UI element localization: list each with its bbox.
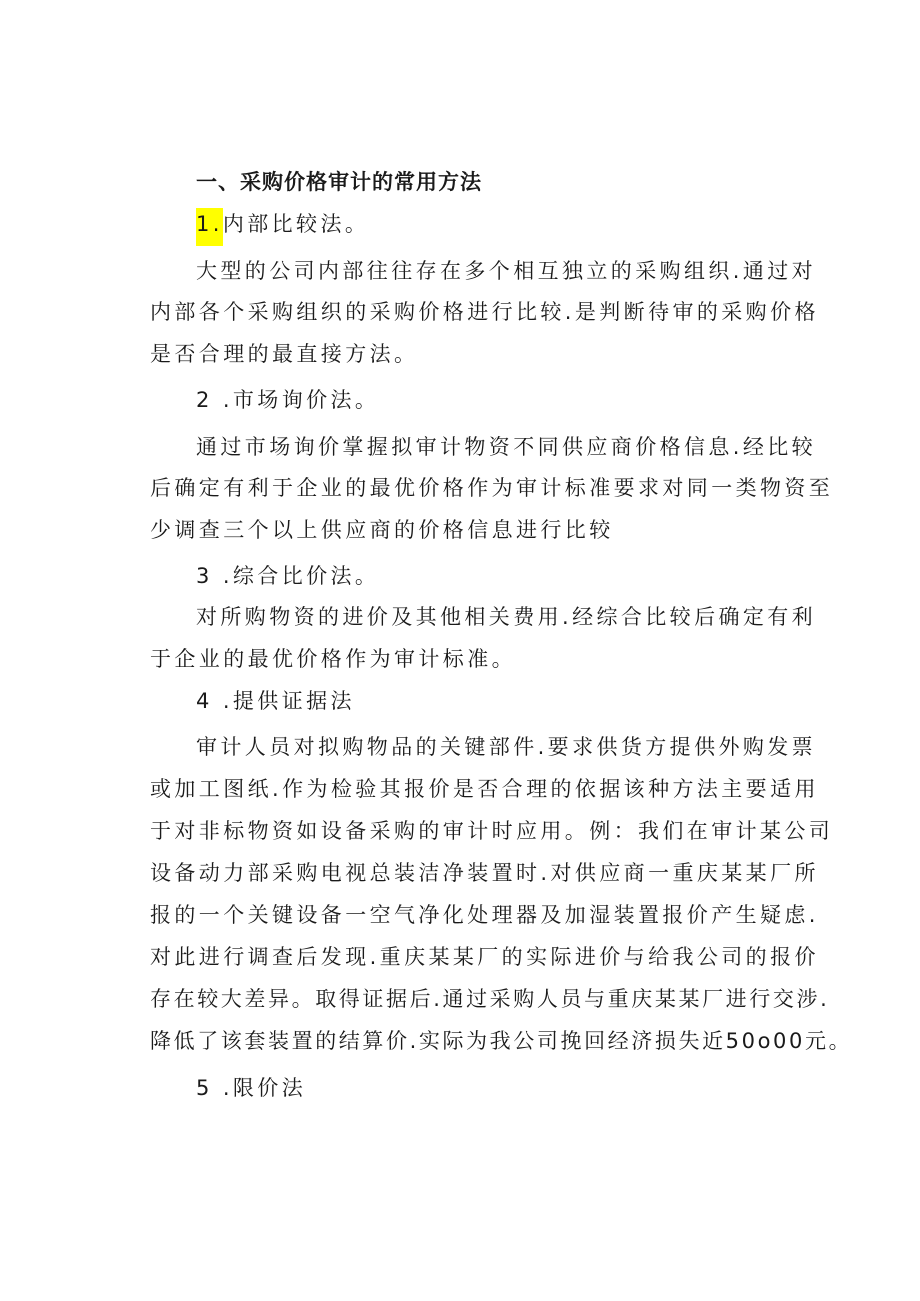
paragraph-1-line-2: 内部各个采购组织的采购价格进行比较.是判断待审的采购价格 bbox=[150, 300, 819, 324]
paragraph-4-line-1: 审计人员对拟购物品的关键部件.要求供货方提供外购发票 bbox=[196, 735, 817, 759]
paragraph-2-line-2: 后确定有利于企业的最优价格作为审计标准要求对同一类物资至 bbox=[150, 476, 834, 500]
paragraph-4-line-7: 存在较大差异。取得证据后.通过采购人员与重庆某某厂进行交涉. bbox=[150, 987, 830, 1011]
paragraph-4-line-3: 于对非标物资如设备采购的审计时应用。例：我们在审计某公司 bbox=[150, 819, 834, 843]
subsection-1-title bbox=[196, 210, 369, 246]
subsection-2-title: 2 .市场询价法。 bbox=[196, 388, 380, 412]
subsection-3-title: 3 .综合比价法。 bbox=[196, 564, 380, 588]
paragraph-4-line-4: 设备动力部采购电视总装洁净装置时.对供应商一重庆某某厂所 bbox=[150, 861, 819, 885]
paragraph-3-line-2: 于企业的最优价格作为审计标准。 bbox=[150, 647, 516, 671]
paragraph-2-line-1: 通过市场询价掌握拟审计物资不同供应商价格信息.经比较 bbox=[196, 435, 817, 459]
paragraph-4-line-6: 对此进行调查后发现.重庆某某厂的实际进价与给我公司的报价 bbox=[150, 945, 819, 969]
paragraph-3-line-1: 对所购物资的进价及其他相关费用.经综合比较后确定有利 bbox=[196, 605, 817, 629]
section-heading: 一、采购价格审计的常用方法 bbox=[196, 170, 482, 194]
paragraph-4-line-5: 报的一个关键设备一空气净化处理器及加湿装置报价产生疑虑. bbox=[150, 903, 819, 927]
paragraph-4-line-8: 降低了该套装置的结算价.实际为我公司挽回经济损失近50o00元。 bbox=[150, 1029, 853, 1053]
highlighted-number: 1. bbox=[196, 208, 223, 246]
paragraph-2-line-3: 少调查三个以上供应商的价格信息进行比较 bbox=[150, 518, 614, 542]
subsection-1-text: 内部比较法。 bbox=[222, 212, 370, 236]
subsection-5-title: 5 .限价法 bbox=[196, 1076, 307, 1100]
subsection-4-title: 4 .提供证据法 bbox=[196, 689, 355, 713]
paragraph-1-line-3: 是否合理的最直接方法。 bbox=[150, 342, 419, 366]
paragraph-1-line-1: 大型的公司内部往往存在多个相互独立的采购组织.通过对 bbox=[196, 259, 817, 283]
paragraph-4-line-2: 或加工图纸.作为检验其报价是否合理的依据该种方法主要适用 bbox=[150, 777, 819, 801]
